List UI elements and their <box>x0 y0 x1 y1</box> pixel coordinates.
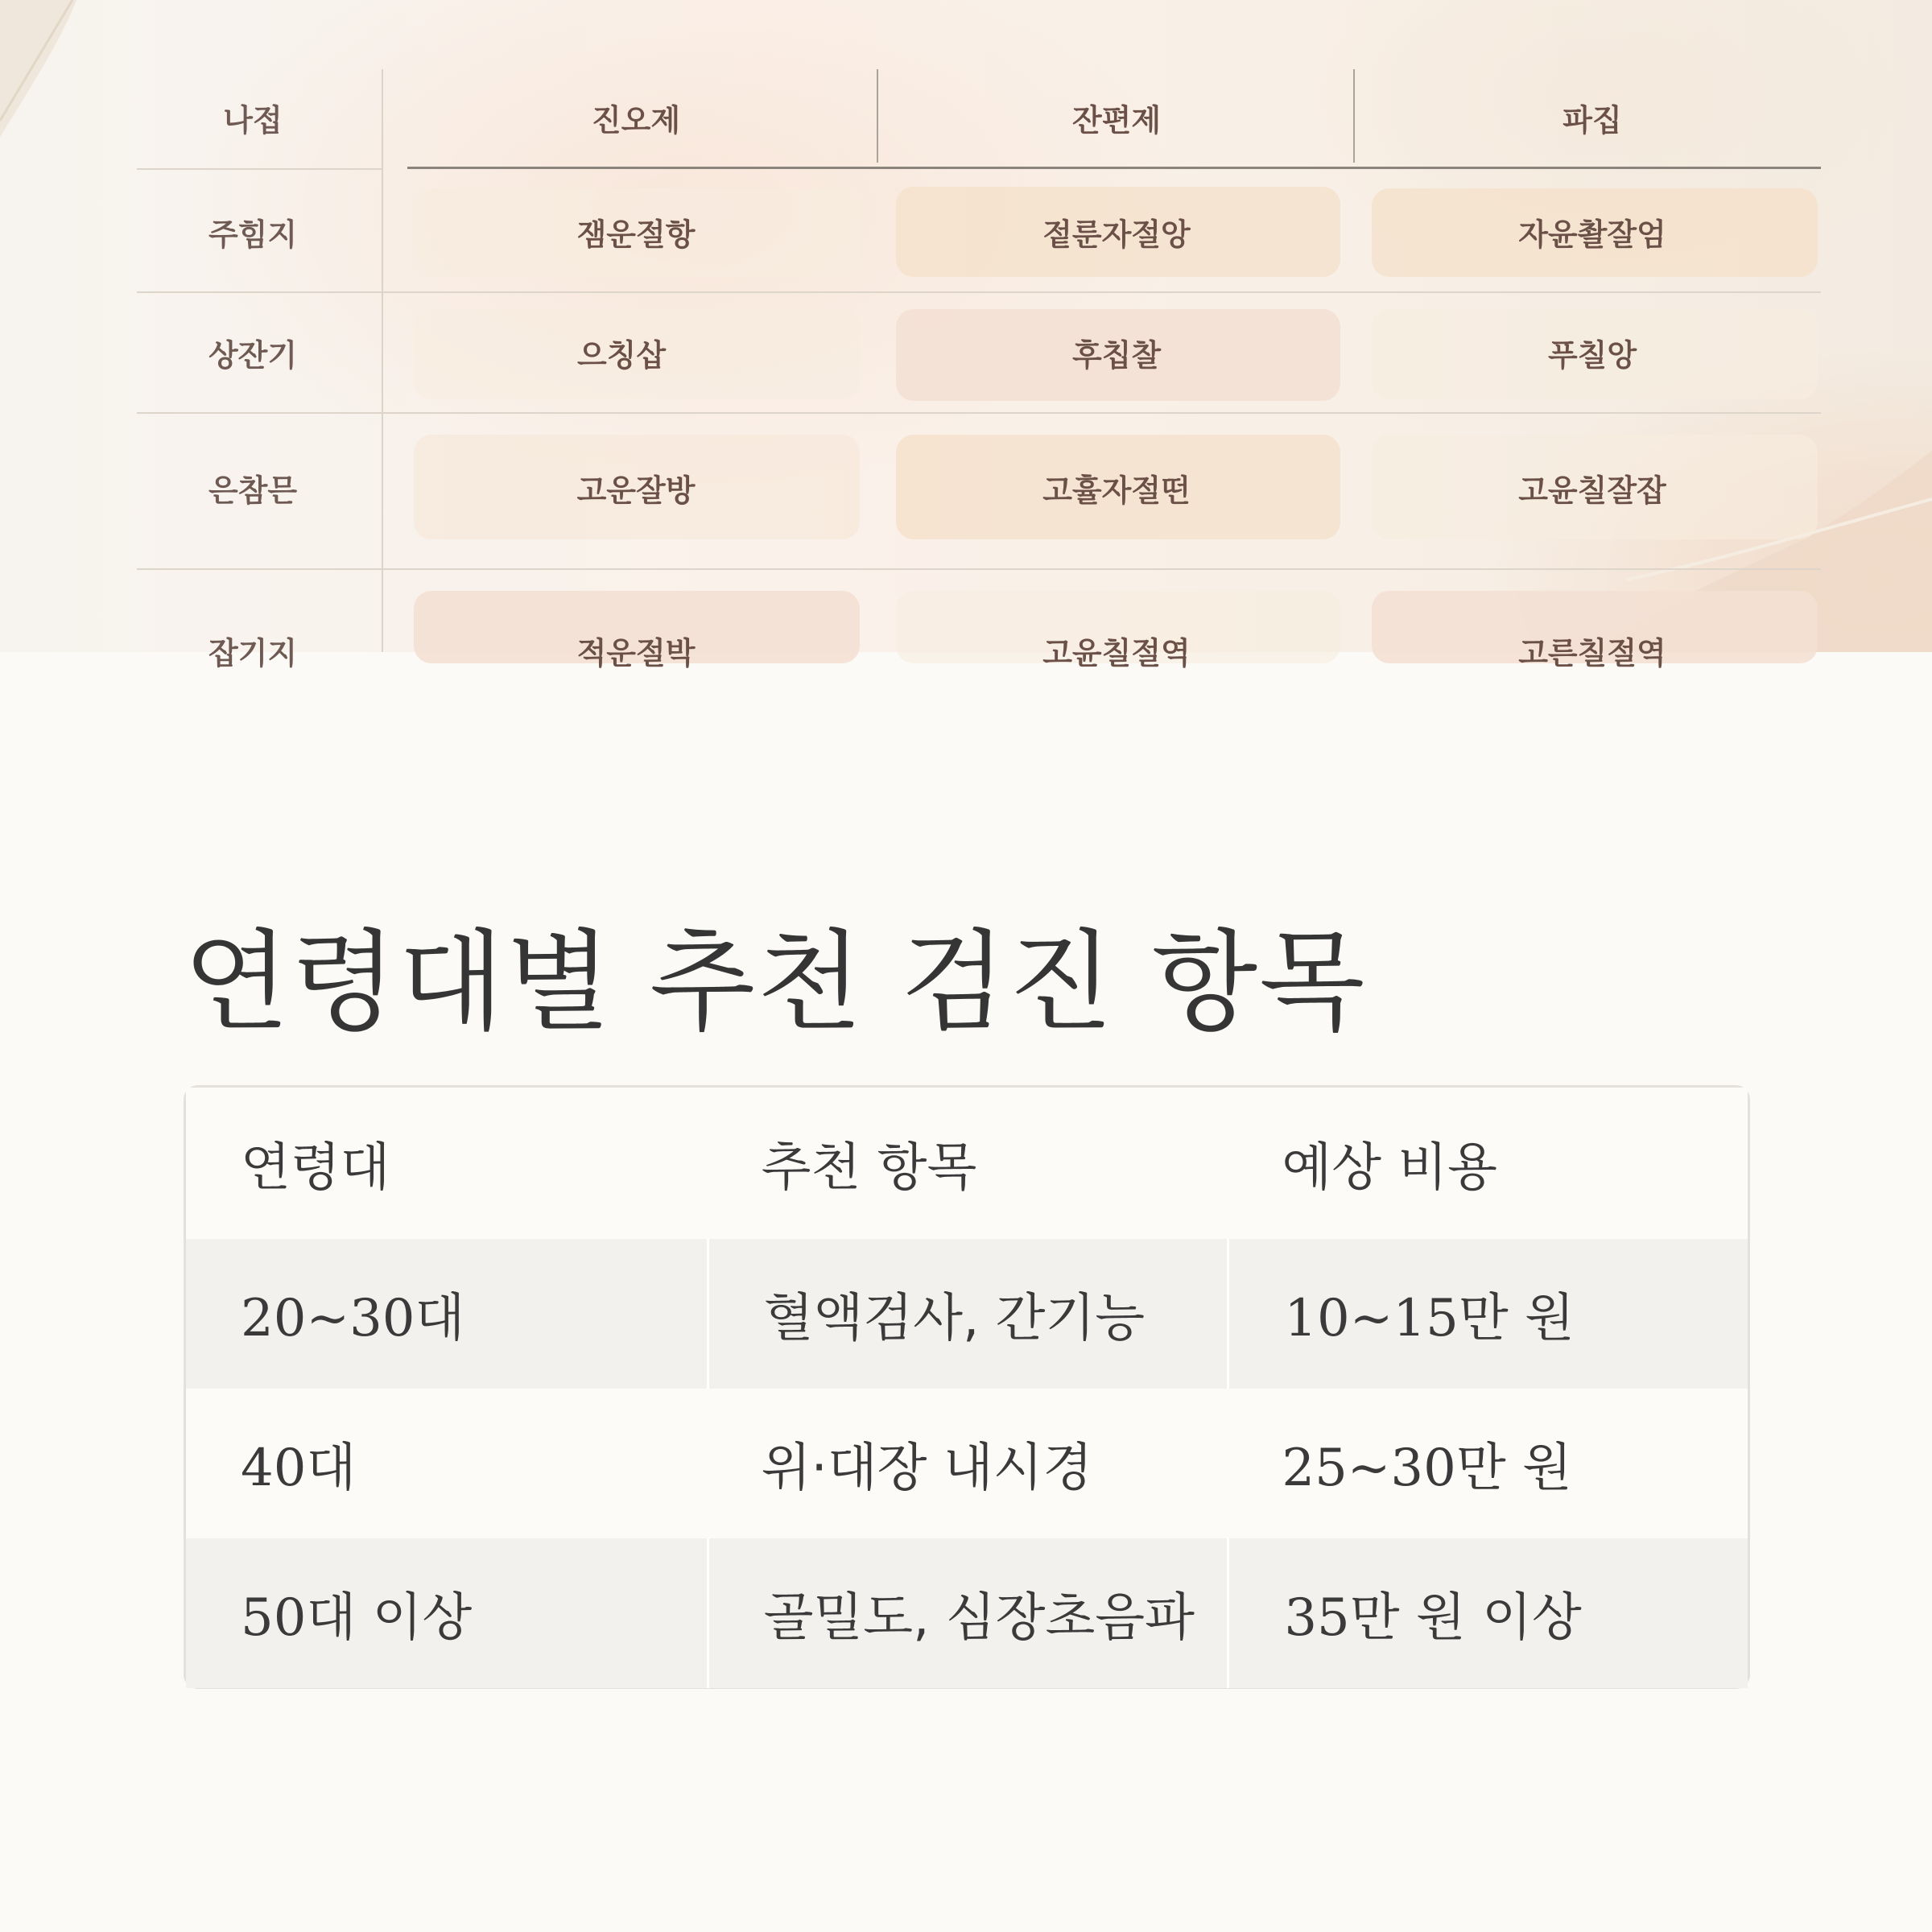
table-cell-age: 20~30대 <box>241 1289 465 1348</box>
table-row <box>186 1239 1748 1389</box>
grid-row-header: 주힘지 <box>208 216 298 253</box>
table-cell-cost: 25~30만 원 <box>1282 1439 1572 1498</box>
table-cell-cost: 10~15만 원 <box>1227 1239 1748 1389</box>
table-row <box>186 1389 1748 1538</box>
table-row <box>186 1538 1748 1688</box>
table-cell-age: 40대 <box>241 1439 357 1498</box>
grid-corner-label: 나접 <box>223 101 283 138</box>
table-header-cell: 예상 비용 <box>1282 1138 1497 1198</box>
table-cell-items: 혈액검사, 간기능 <box>707 1239 1228 1389</box>
grid-cell: 고휼자절떤 <box>1042 472 1191 509</box>
table-header-cell: 추천 항목 <box>761 1138 977 1198</box>
checkup-table <box>184 1085 1750 1689</box>
grid-row-header: 상잔기 <box>208 336 298 374</box>
table-header-cell: 연령대 <box>241 1138 390 1198</box>
grid-column-header: 파집 <box>1563 101 1622 138</box>
table-cell-items: 위·대장 내시경 <box>761 1439 1093 1498</box>
grid-cell: 잼운절항 <box>576 216 696 253</box>
grid-cell: 고윤칠잘잡 <box>1518 472 1666 509</box>
grid-column-header: 진오제 <box>591 101 681 138</box>
grid-cell: 으칭삽 <box>576 336 667 374</box>
grid-cell: 자윤촬잘엄 <box>1518 216 1666 253</box>
table-cell-age: 50대 이상 <box>241 1588 473 1648</box>
grid-cell: 고윤칠절역 <box>1042 634 1191 671</box>
section-title: 연령대별 추천 검진 항목 <box>184 919 1367 1046</box>
grid-cell: 고운잘방 <box>576 472 696 509</box>
grid-cell: 고른칠절역 <box>1518 634 1666 671</box>
grid-cell: 적운절박 <box>576 634 696 671</box>
grid-cell: 푸칠앙 <box>1547 336 1637 374</box>
table-header-row <box>186 1088 1748 1239</box>
grid-cell: 젙룬자절앙 <box>1042 216 1191 253</box>
table-cell-items: 골밀도, 심장초음파 <box>707 1538 1228 1688</box>
table-cell-cost: 35만 원 이상 <box>1227 1538 1748 1688</box>
grid-column-header: 잔편제 <box>1071 101 1162 138</box>
korean-style-grid <box>0 0 1932 671</box>
decorative-header-image <box>0 0 1932 671</box>
grid-cell: 후칩찰 <box>1071 336 1162 374</box>
grid-row-header: 잡기지 <box>208 634 298 671</box>
grid-row-header: 은참믄 <box>208 472 298 509</box>
